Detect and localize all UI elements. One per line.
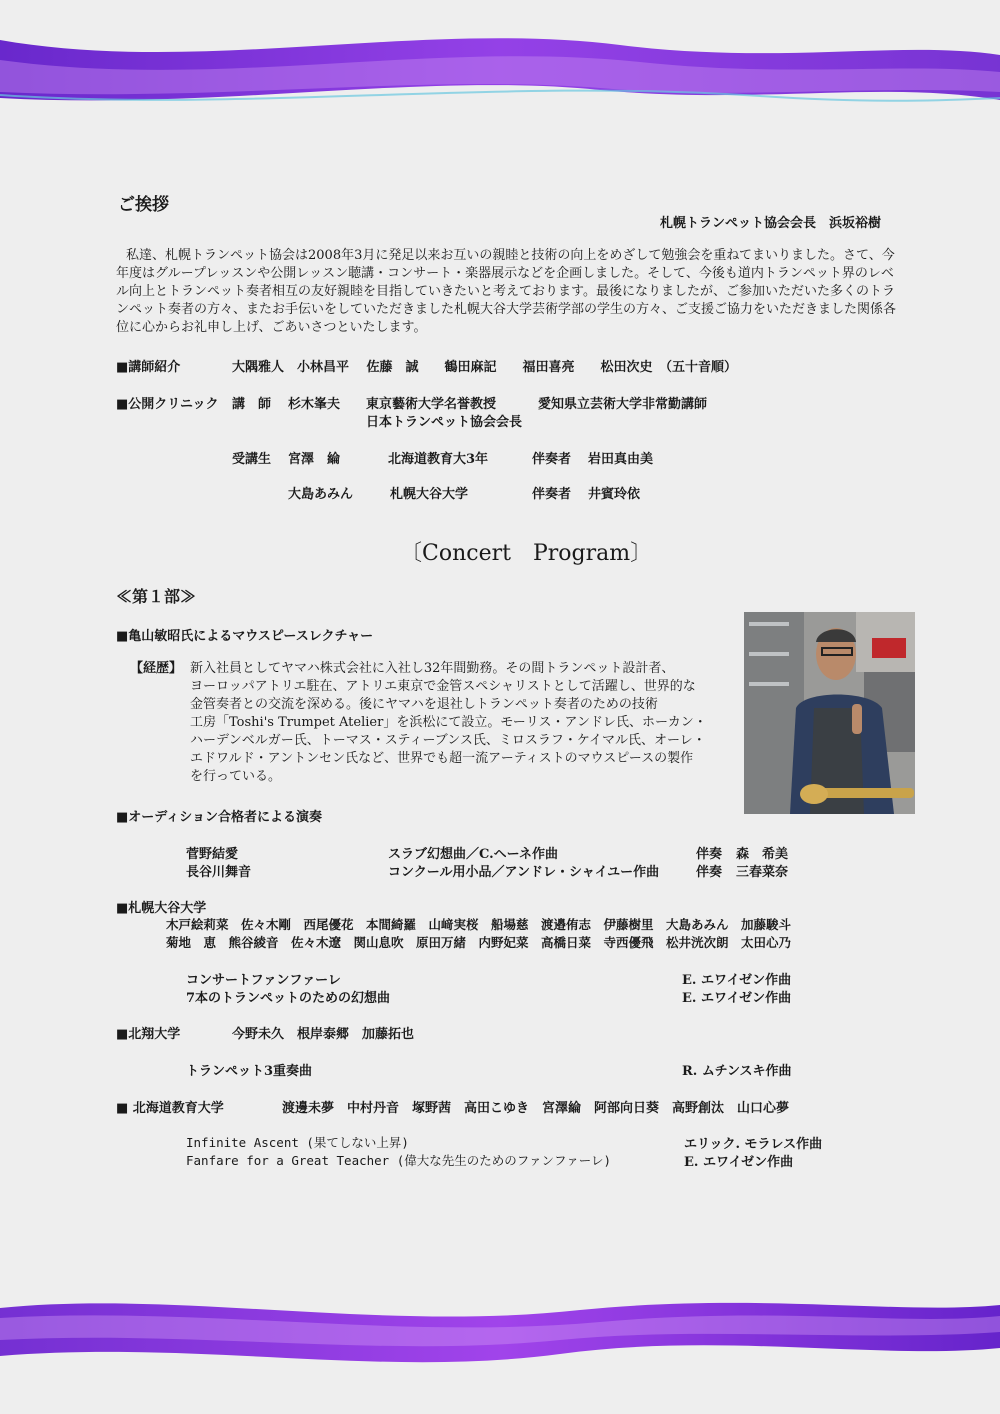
otani-piece: 7本のトランペットのための幻想曲 [186,991,391,1006]
clinic-label: ■公開クリニック [116,397,219,412]
otani-composer: E. エワイゼン作曲 [682,991,792,1006]
president-name: 札幌トランペット協会会長 浜坂裕樹 [660,216,882,231]
otani-composer: E. エワイゼン作曲 [682,973,792,988]
student-accompanist-name: 岩田真由美 [588,452,654,467]
student-school: 札幌大谷大学 [390,487,469,502]
audition-accompanist-role: 伴奏 [696,847,723,862]
otani-title: ■札幌大谷大学 [116,901,207,916]
clinic-teacher-title-1: 東京藝術大学名誉教授 [366,397,497,412]
part1-title: ≪第１部≫ [116,587,197,606]
clinic-teacher-name: 杉木峯夫 [288,397,341,412]
student-name: 宮澤 綸 [288,452,341,467]
otani-piece: コンサートファンファーレ [186,973,341,988]
bio-line: を行っている。 [190,769,282,784]
student-accompanist-name: 井賓玲依 [588,487,641,502]
student-accompanist-role: 伴奏者 [532,487,572,502]
kyoiku-piece: Infinite Ascent (果てしない上昇) [186,1135,409,1150]
student-name: 大島あみん [288,487,354,502]
student-accompanist-role: 伴奏者 [532,452,572,467]
kyoiku-members: 渡邊未夢 中村丹音 塚野茜 高田こゆき 宮澤綸 阿部向日葵 高野創汰 山口心夢 [282,1101,790,1116]
audition-piece: スラブ幻想曲／C.ヘーネ作曲 [388,847,558,862]
hokusho-piece: トランペット3重奏曲 [186,1064,313,1079]
audition-accompanist-name: 森 希美 [736,847,789,862]
bio-line: エドワルド・アントンセン氏など、世界でも超一流アーティストのマウスピースの製作 [190,751,694,766]
clinic-teacher-title-3: 日本トランペット協会会長 [366,415,523,430]
greeting-body-text: 私達、札幌トランペット協会は2008年3月に発足以来お互いの親睦と技術の向上をめざして勉強会を重ねてまいりました。さて、今年度はグループレッスンや公開レッスン聴講・コンサート・楽器展示などを企画しました。そして、今後も道内トランペット界のレベル向上とトランペット奏者相互の友好親睦を目指していきたいと考えております。最後になりましたが、ご参加いただいた多くのトランペット奏者の方々、またお手伝いをしていただきました札幌大谷大学芸術学部の学生の方々、ご支援ご協力をいただきました関係各位に心からお礼申し上げ、ごあいさつといたします。 [116,248,897,335]
audition-accompanist-role: 伴奏 [696,865,723,880]
hokusho-title: ■北翔大学 [116,1027,181,1042]
bio-text [190,660,710,786]
hokusho-composer: R. ムチンスキ作曲 [682,1064,792,1079]
audition-title: ■オーディション合格者による演奏 [116,810,322,825]
audition-performer: 菅野結愛 [186,847,239,862]
lecture-title: ■亀山敏昭氏によるマウスピースレクチャー [116,629,374,644]
kyoiku-piece: Fanfare for a Great Teacher (偉大な先生のためのファンファーレ) [186,1153,612,1168]
bio-line: ハーデンベルガー氏、トーマス・スティーブンス氏、ミロスラフ・ケイマル氏、オーレ・ [190,733,706,748]
student-school: 北海道教育大3年 [388,452,489,467]
bio-section [130,660,710,786]
kyoiku-title: ■ 北海道教育大学 [116,1101,224,1116]
kyoiku-composer: E. エワイゼン作曲 [684,1155,794,1170]
audition-performer: 長谷川舞音 [186,865,252,880]
bio-label: 【経歴】 [130,661,183,676]
lecturer-photo [744,612,915,814]
bio-line: ヨーロッパアトリエ駐在、アトリエ東京で金管スペシャリストとして活躍し、世界的な [190,679,696,694]
greeting-body [116,247,901,337]
kyoiku-composer: エリック. モラレス作曲 [684,1137,823,1152]
clinic-teacher-title-2: 愛知県立芸術大学非常勤講師 [538,397,708,412]
audition-piece: コンクール用小品／アンドレ・シャイユー作曲 [388,865,660,880]
audition-accompanist-name: 三春菜奈 [736,865,789,880]
hokusho-members: 今野未久 根岸泰郷 加藤拓也 [232,1027,415,1042]
student-role: 受講生 [232,452,272,467]
otani-members-1: 木戸絵莉菜 佐々木剛 西尾優花 本間綺羅 山﨑実桜 船場慈 渡邉侑志 伊藤樹里 大島あみん 加藤駿斗 [166,917,792,932]
bio-line: 金管奏者との交流を深める。後にヤマハを退社しトランペット奏者のための技術 [190,697,658,712]
bio-line: 新入社員としてヤマハ株式会社に入社し32年間勤務。その間トランペット設計者、 [190,661,675,676]
instructors-label: ■講師紹介 [116,360,181,375]
instructors-names: 大隅雅人 小林昌平 佐藤 誠 鶴田麻記 福田喜亮 松田次史 （五十音順） [232,360,738,375]
clinic-teacher-role: 講 師 [232,397,272,412]
bio-line: 工房「Toshi's Trumpet Atelier」を浜松にて設立。モーリス・アンドレ氏、ホーカン・ [190,715,707,730]
otani-members-2: 菊地 恵 熊谷綾音 佐々木遼 関山息吹 原田万緒 内野妃菜 高橋日菜 寺西優飛 松井洸次朗 太田心乃 [166,935,792,950]
greeting-title: ご挨拶 [118,195,169,215]
concert-program-title: 〔Concert Program〕 [400,541,653,566]
